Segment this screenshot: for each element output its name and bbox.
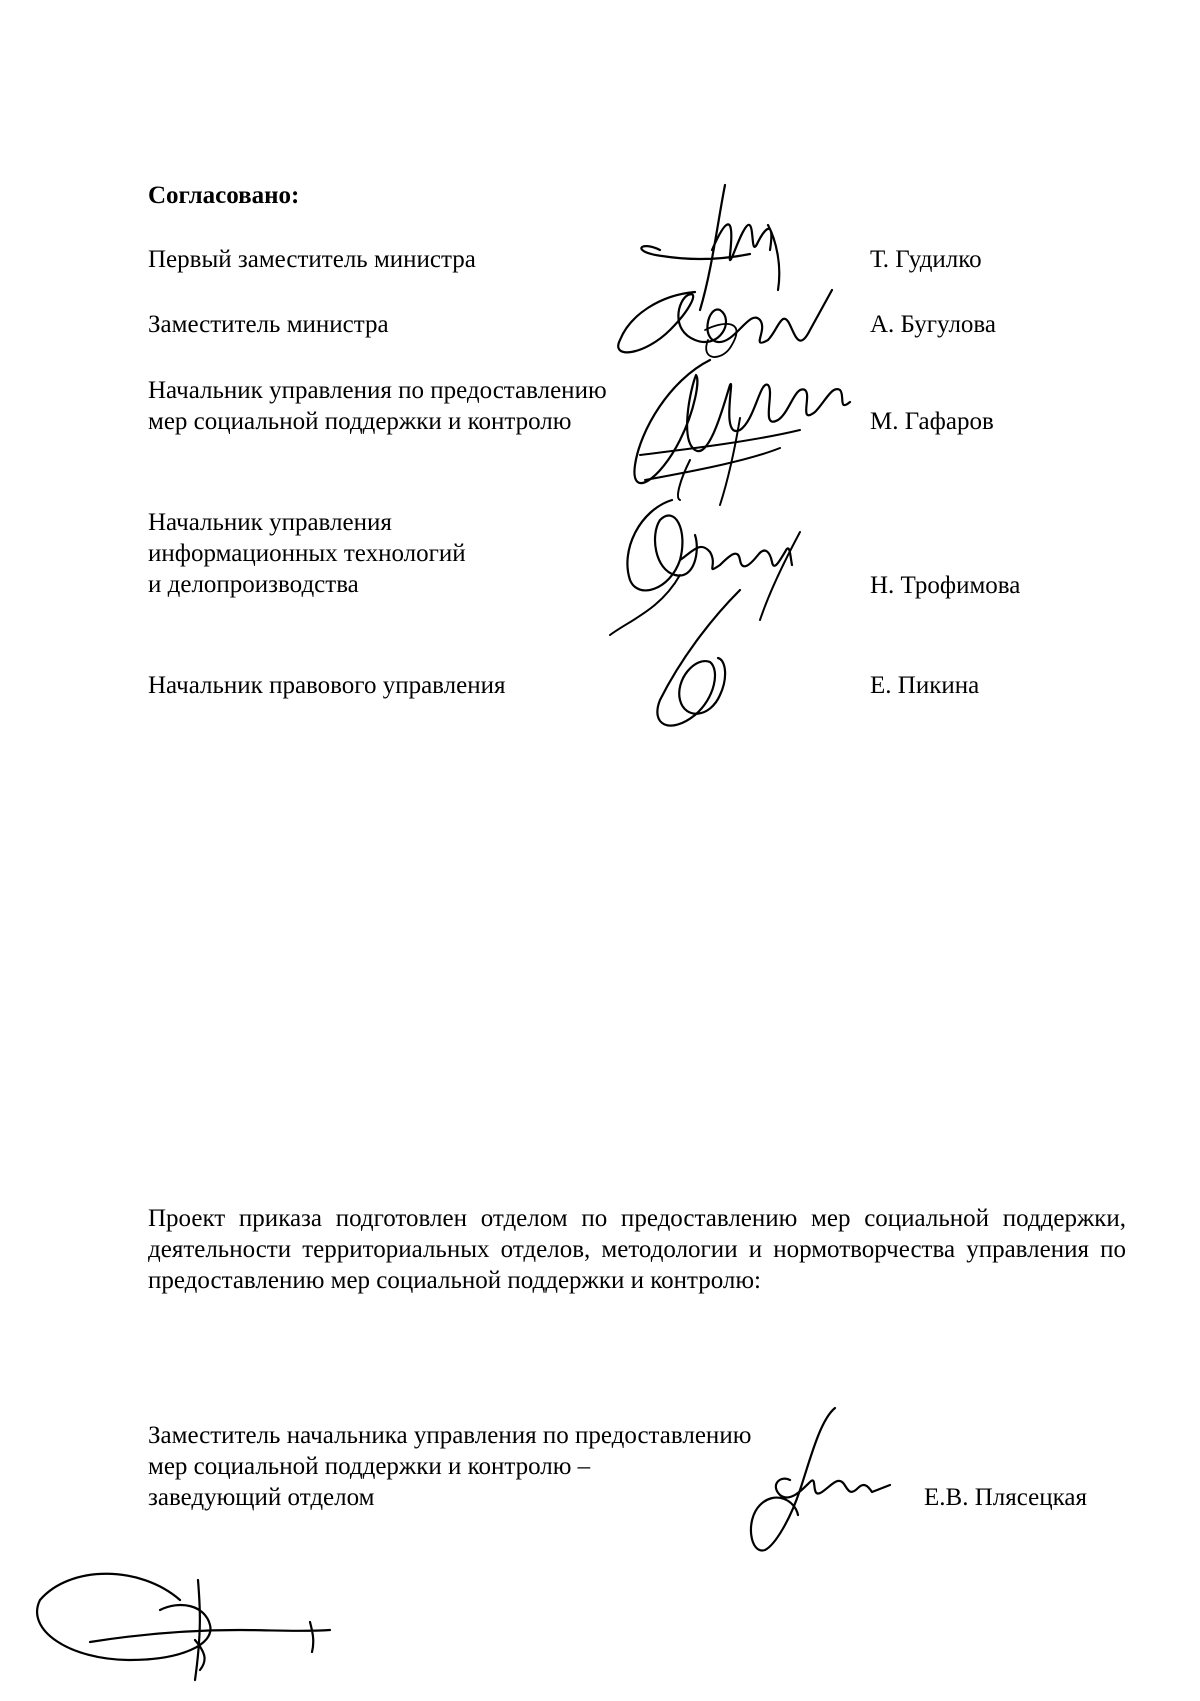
approver-position-3 [148, 375, 607, 437]
prepared-by-paragraph: Проект приказа подготовлен отделом по предоставлению мер социальной поддержки, деятельности территориальных отделов, методологии и нормотворчества управления по предоставлению мер социальной поддержки и контролю: [148, 1205, 1126, 1294]
approver-position-4-line-2: информационных технологий [148, 540, 466, 567]
approver-name-4: Н. Трофимова [870, 572, 1021, 599]
signature-bugulova [618, 290, 832, 352]
approver-position-2: Заместитель министра [148, 311, 389, 338]
approval-heading: Согласовано: [148, 182, 300, 209]
bottom-initials-mark [30, 1560, 350, 1690]
approver-name-5: Е. Пикина [870, 672, 980, 699]
approver-position-4-line-3: и делопроизводства [148, 571, 359, 598]
preparer-position [148, 1420, 751, 1513]
approver-position-4-line-1: Начальник управления [148, 509, 392, 536]
signature-gafarov [634, 360, 850, 483]
approval-signatures-graphic [600, 180, 900, 740]
preparer-position-line-3: заведующий отделом [148, 1484, 375, 1511]
signature-gudilko [641, 185, 779, 310]
signature-trofimova [627, 500, 792, 590]
approver-position-5: Начальник правового управления [148, 672, 506, 699]
preparer-signature [740, 1400, 920, 1560]
signature-gafarov-underline [640, 418, 800, 505]
approver-name-3: М. Гафаров [870, 408, 994, 435]
approver-position-1: Первый заместитель министра [148, 246, 476, 273]
approver-position-4 [148, 507, 466, 600]
approver-name-2: А. Бугулова [870, 311, 996, 338]
approver-name-1: Т. Гудилко [870, 246, 982, 273]
approver-position-3-line-1: Начальник управления по предоставлению [148, 377, 607, 404]
preparer-position-line-1: Заместитель начальника управления по предоставлению [148, 1422, 752, 1449]
signature-pikina [657, 590, 740, 726]
preparer-position-line-2: мер социальной поддержки и контролю – [148, 1453, 591, 1480]
preparer-name: Е.В. Плясецкая [924, 1484, 1087, 1511]
approver-position-3-line-2: мер социальной поддержки и контролю [148, 408, 572, 435]
